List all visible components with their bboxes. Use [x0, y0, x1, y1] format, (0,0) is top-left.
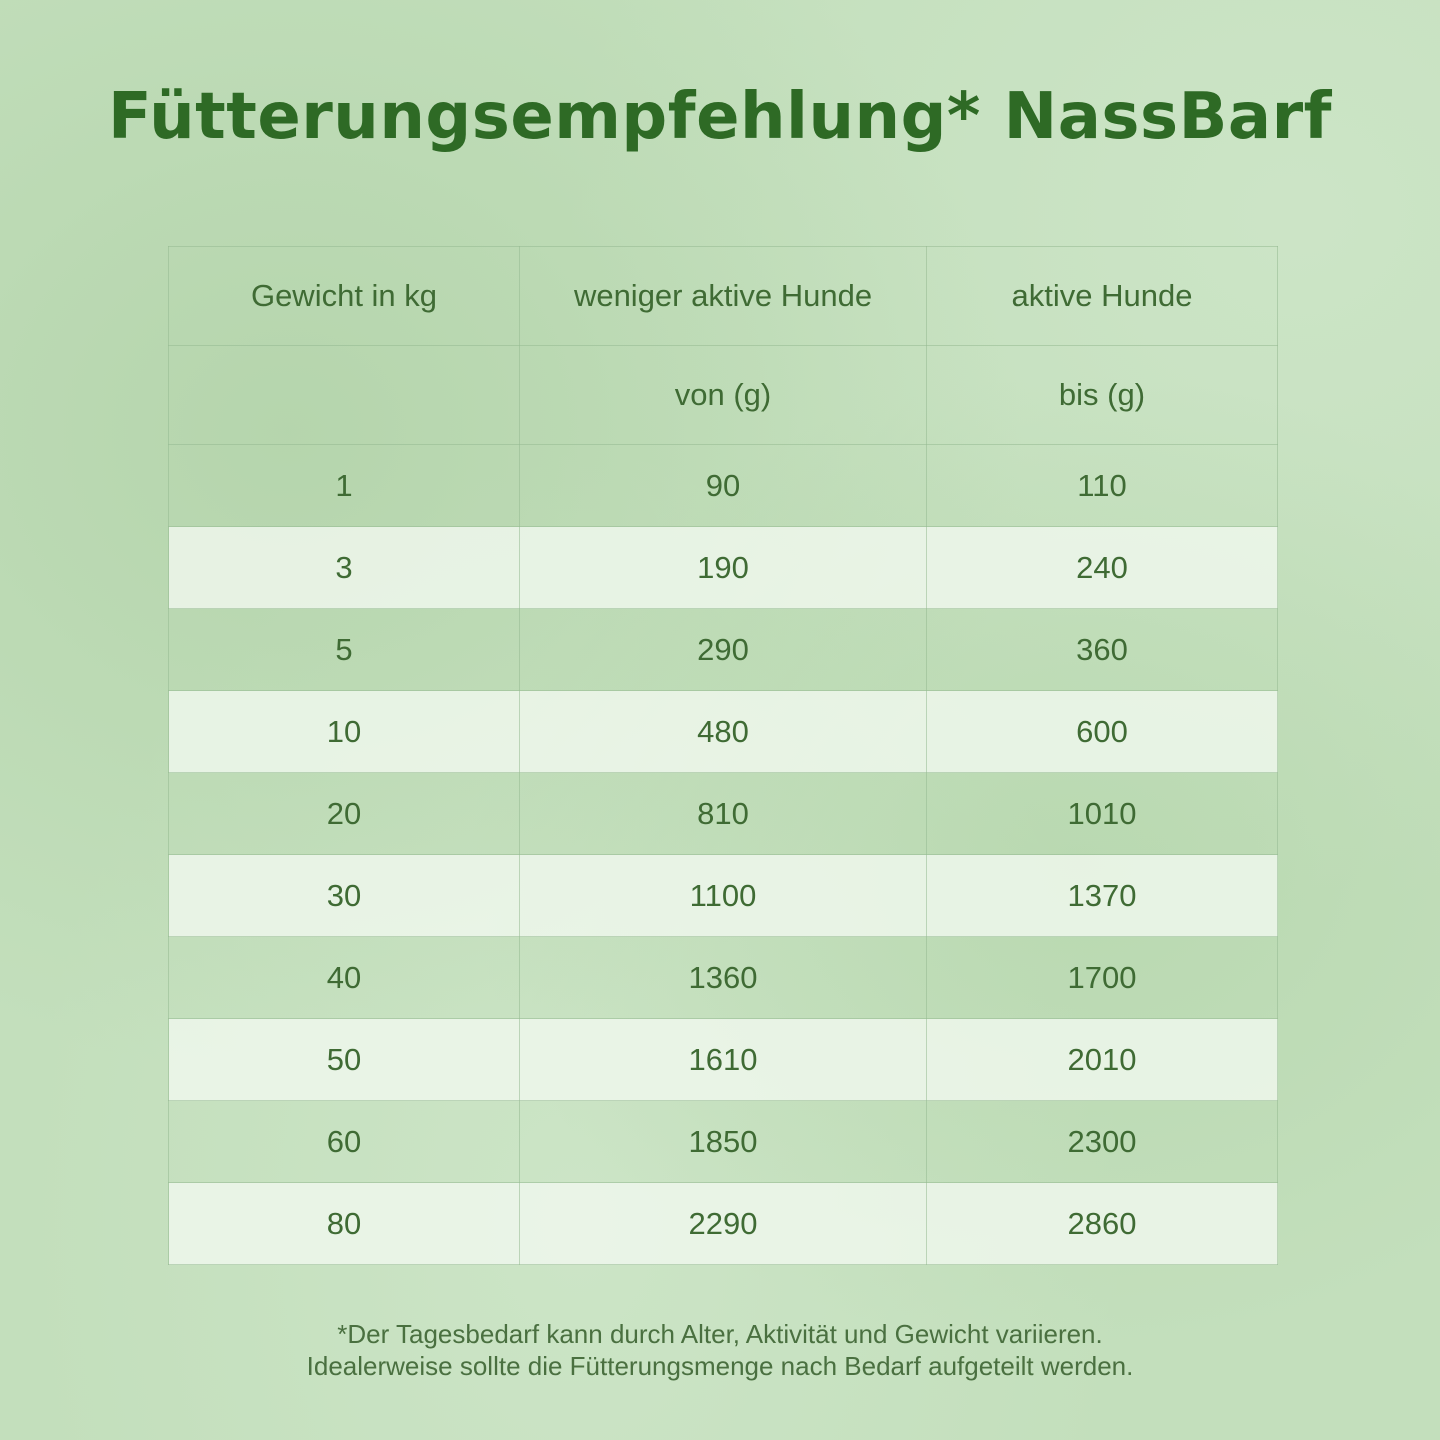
cell-from: 2290 [520, 1183, 927, 1265]
subheader-from: von (g) [520, 346, 927, 445]
cell-from: 1360 [520, 937, 927, 1019]
cell-from: 90 [520, 445, 927, 527]
cell-from: 810 [520, 773, 927, 855]
cell-to: 360 [927, 609, 1278, 691]
cell-to: 1370 [927, 855, 1278, 937]
header-less-active: weniger aktive Hunde [520, 247, 927, 346]
cell-to: 240 [927, 527, 1278, 609]
subheader-to: bis (g) [927, 346, 1278, 445]
cell-to: 2010 [927, 1019, 1278, 1101]
cell-weight: 40 [169, 937, 520, 1019]
table-row [169, 609, 1278, 691]
cell-weight: 60 [169, 1101, 520, 1183]
header-active: aktive Hunde [927, 247, 1278, 346]
table-row [169, 1019, 1278, 1101]
cell-to: 2300 [927, 1101, 1278, 1183]
cell-weight: 5 [169, 609, 520, 691]
header-weight: Gewicht in kg [169, 247, 520, 346]
cell-weight: 30 [169, 855, 520, 937]
cell-to: 2860 [927, 1183, 1278, 1265]
cell-to: 1010 [927, 773, 1278, 855]
cell-weight: 1 [169, 445, 520, 527]
page-title: Fütterungsempfehlung* NassBarf [108, 80, 1332, 154]
footnote-line-1: *Der Tagesbedarf kann durch Alter, Aktivität und Gewicht variieren. [337, 1319, 1103, 1349]
feeding-table [168, 246, 1278, 1265]
cell-from: 290 [520, 609, 927, 691]
table-row [169, 527, 1278, 609]
table-row [169, 937, 1278, 1019]
cell-from: 480 [520, 691, 927, 773]
subheader-weight [169, 346, 520, 445]
cell-to: 600 [927, 691, 1278, 773]
table-row [169, 855, 1278, 937]
cell-from: 190 [520, 527, 927, 609]
cell-weight: 3 [169, 527, 520, 609]
table-row [169, 773, 1278, 855]
table-header-row [169, 247, 1278, 346]
cell-to: 1700 [927, 937, 1278, 1019]
cell-to: 110 [927, 445, 1278, 527]
table-subheader-row [169, 346, 1278, 445]
table-row [169, 445, 1278, 527]
cell-from: 1850 [520, 1101, 927, 1183]
table-row [169, 1183, 1278, 1265]
cell-weight: 80 [169, 1183, 520, 1265]
footnote [0, 1318, 1440, 1382]
cell-weight: 50 [169, 1019, 520, 1101]
table-row [169, 1101, 1278, 1183]
cell-weight: 20 [169, 773, 520, 855]
cell-from: 1100 [520, 855, 927, 937]
table-row [169, 691, 1278, 773]
footnote-line-2: Idealerweise sollte die Fütterungsmenge nach Bedarf aufgeteilt werden. [306, 1351, 1134, 1381]
cell-weight: 10 [169, 691, 520, 773]
cell-from: 1610 [520, 1019, 927, 1101]
